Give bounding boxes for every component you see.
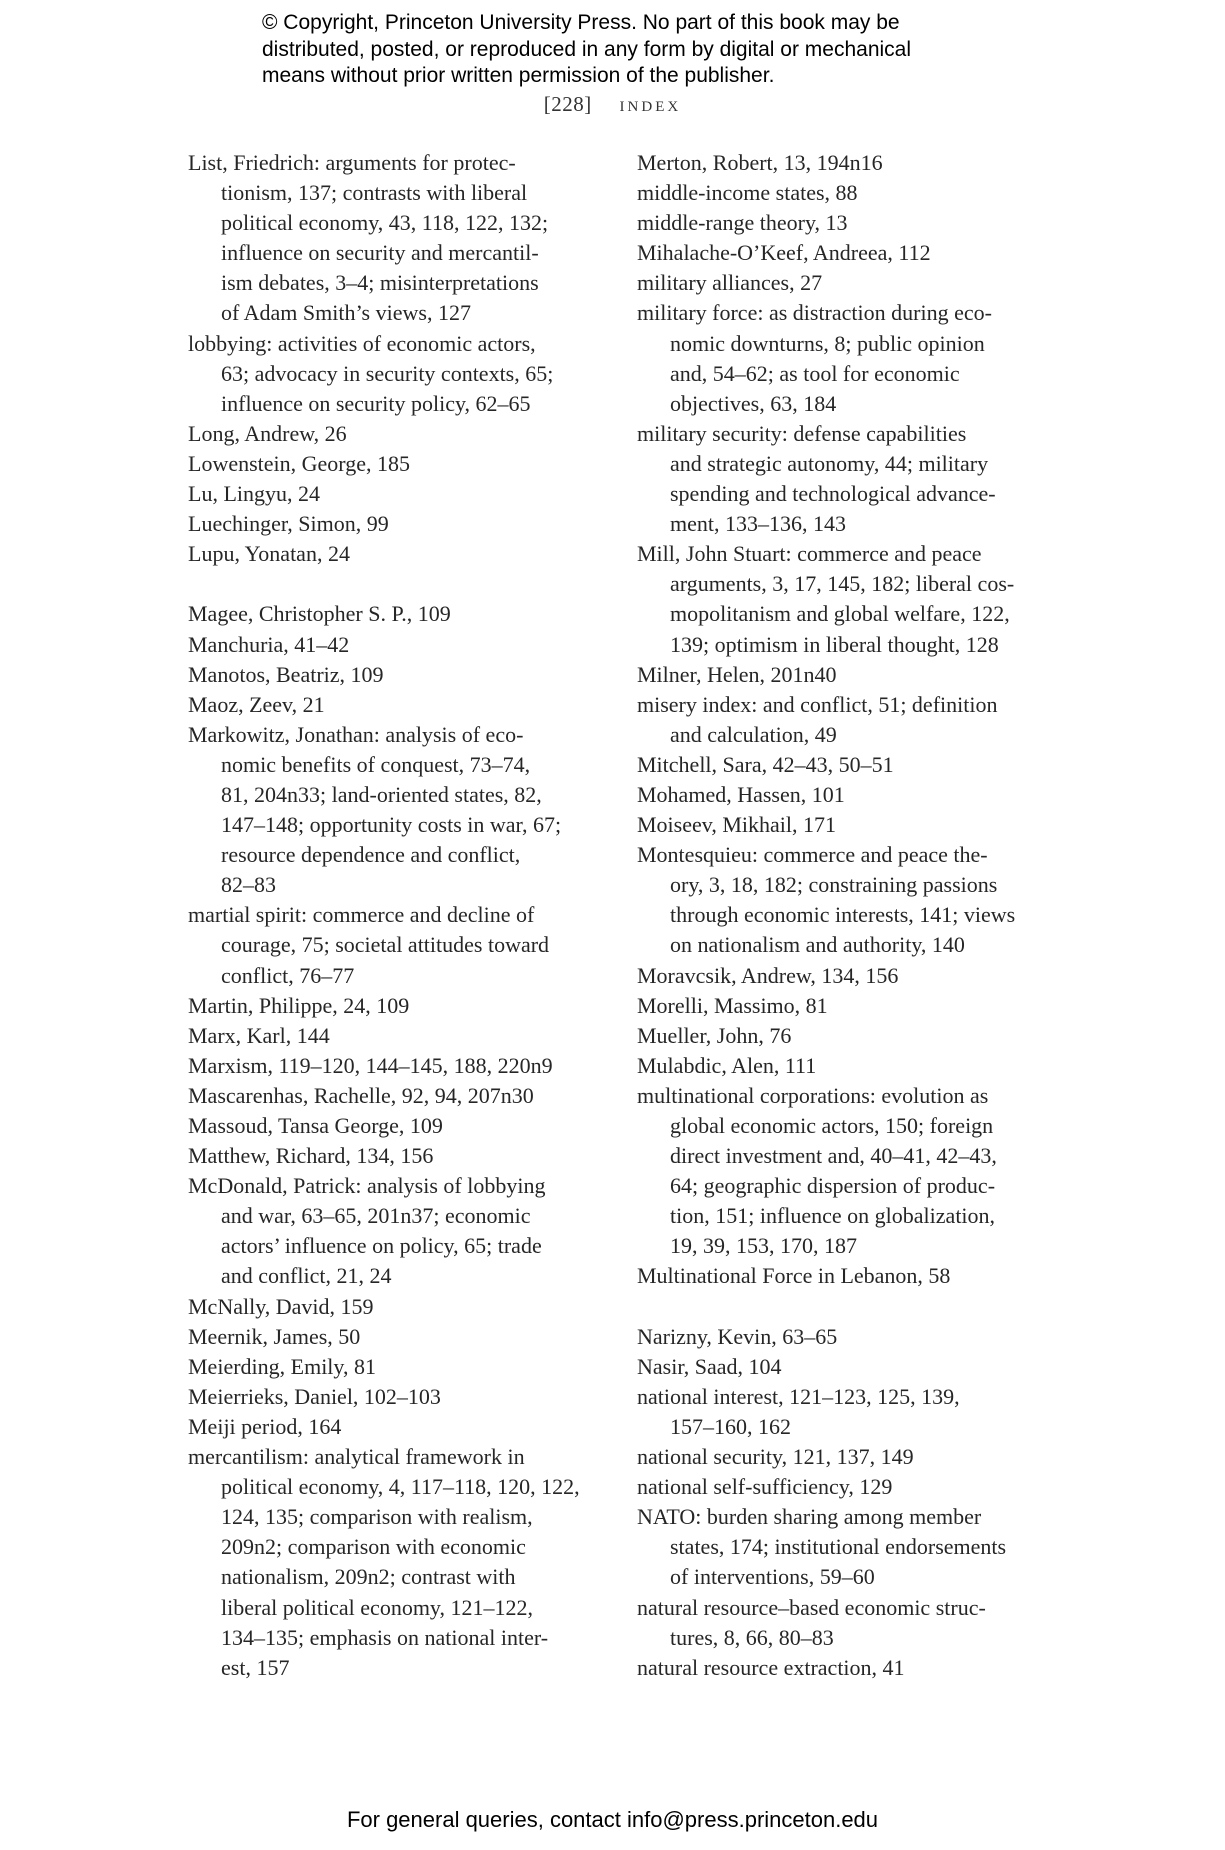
index-entry (188, 329, 588, 419)
index-entry (188, 1382, 588, 1412)
index-entry-line: Marx, Karl, 144 (188, 1022, 330, 1048)
index-entry-line: middle-range theory, 13 (637, 210, 848, 236)
index-entry-line: military alliances, 27 (637, 270, 823, 296)
index-entry (188, 900, 588, 990)
page-header (0, 92, 1225, 117)
index-entry-continuation: 81, 204n33; land-oriented states, 82, (221, 781, 542, 807)
index-entry-line: Mitchell, Sara, 42–43, 50–51 (637, 751, 894, 777)
index-entry-continuation: tionism, 137; contrasts with liberal (221, 180, 528, 206)
index-entry-continuation: nomic benefits of conquest, 73–74, (221, 751, 531, 777)
index-entry-line: lobbying: activities of economic actors, (188, 330, 536, 356)
index-entry-continuation: and strategic autonomy, 44; military (670, 450, 989, 476)
index-entry-continuation: 209n2; comparison with economic (221, 1534, 526, 1560)
index-entry (637, 178, 1037, 208)
index-entry-line: Morelli, Massimo, 81 (637, 992, 828, 1018)
index-entry-line: military force: as distraction during eco- (637, 300, 992, 326)
index-entry-continuation: est, 157 (221, 1654, 290, 1680)
index-entry-continuation: on nationalism and authority, 140 (670, 932, 965, 958)
index-entry-line: military security: defense capabilities (637, 420, 967, 446)
index-entry-continuation: and war, 63–65, 201n37; economic (221, 1203, 531, 1229)
index-entry (188, 630, 588, 660)
index-entry (188, 419, 588, 449)
index-entry-continuation: and conflict, 21, 24 (221, 1263, 392, 1289)
index-entry (188, 599, 588, 629)
index-entry-continuation: 134–135; emphasis on national inter- (221, 1624, 549, 1650)
index-entry-line: national self-sufficiency, 129 (637, 1474, 893, 1500)
index-entry (637, 1322, 1037, 1352)
index-entry (188, 1141, 588, 1171)
index-entry (188, 1051, 588, 1081)
index-entry (637, 419, 1037, 539)
index-entry-continuation: political economy, 43, 118, 122, 132; (221, 210, 549, 236)
index-entry-line: Mascarenhas, Rachelle, 92, 94, 207n30 (188, 1082, 534, 1108)
index-entry-line: Maoz, Zeev, 21 (188, 691, 325, 717)
index-entry-line: mercantilism: analytical framework in (188, 1444, 525, 1470)
index-entry (188, 1081, 588, 1111)
index-entry-continuation: and calculation, 49 (670, 721, 837, 747)
index-entry (637, 750, 1037, 780)
index-entry (188, 479, 588, 509)
index-entry-line: Lu, Lingyu, 24 (188, 481, 320, 507)
index-entry-continuation: and, 54–62; as tool for economic (670, 360, 960, 386)
letter-group-spacer (637, 1292, 1037, 1322)
index-entry (188, 1412, 588, 1442)
index-entry (637, 991, 1037, 1021)
index-entry (188, 1352, 588, 1382)
index-entry-continuation: direct investment and, 40–41, 42–43, (670, 1143, 997, 1169)
index-entry (188, 1111, 588, 1141)
page-number: [228] (543, 92, 592, 116)
index-entry-continuation: 124, 135; comparison with realism, (221, 1504, 533, 1530)
index-entry-continuation: tion, 151; influence on globalization, (670, 1203, 996, 1229)
index-entry-continuation: nomic downturns, 8; public opinion (670, 330, 985, 356)
index-entry (188, 1322, 588, 1352)
index-entry-line: Moravcsik, Andrew, 134, 156 (637, 962, 899, 988)
index-entry-line: national security, 121, 137, 149 (637, 1444, 914, 1470)
index-entry-line: Mulabdic, Alen, 111 (637, 1052, 817, 1078)
index-entry-continuation: liberal political economy, 121–122, (221, 1594, 533, 1620)
index-entry-line: Narizny, Kevin, 63–65 (637, 1323, 838, 1349)
index-entry (637, 1081, 1037, 1262)
index-entry-line: Meierrieks, Daniel, 102–103 (188, 1383, 441, 1409)
index-entry (188, 690, 588, 720)
index-entry (637, 1261, 1037, 1291)
index-entry-continuation: spending and technological advance- (670, 481, 996, 507)
index-entry-continuation: ory, 3, 18, 182; constraining passions (670, 872, 998, 898)
index-entry (188, 1292, 588, 1322)
index-entry-line: Mihalache-O’Keef, Andreea, 112 (637, 240, 931, 266)
index-entry-continuation: resource dependence and conflict, (221, 842, 521, 868)
index-entry-line: Meiji period, 164 (188, 1413, 342, 1439)
copyright-line: © Copyright, Princeton University Press. No part of this book may be (262, 11, 900, 34)
index-entry-continuation: 147–148; opportunity costs in war, 67; (221, 812, 562, 838)
index-entry-line: Moiseev, Mikhail, 171 (637, 812, 836, 838)
index-entry-line: Matthew, Richard, 134, 156 (188, 1143, 434, 1169)
index-entry-continuation: influence on security policy, 62–65 (221, 390, 531, 416)
index-entry-line: multinational corporations: evolution as (637, 1082, 989, 1108)
index-entry (637, 1021, 1037, 1051)
index-entry (637, 539, 1037, 659)
index-entry (637, 1352, 1037, 1382)
index-entry-continuation: 82–83 (221, 872, 276, 898)
index-column-left (188, 148, 588, 1683)
index-entry-line: Manchuria, 41–42 (188, 631, 350, 657)
index-entry-line: NATO: burden sharing among member (637, 1504, 982, 1530)
index-entry-line: Mueller, John, 76 (637, 1022, 792, 1048)
index-entry-line: Milner, Helen, 201n40 (637, 661, 837, 687)
index-entry-line: Mohamed, Hassen, 101 (637, 781, 845, 807)
index-entry (637, 690, 1037, 750)
index-entry (637, 268, 1037, 298)
index-entry (188, 148, 588, 329)
index-entry (188, 539, 588, 569)
copyright-notice (262, 10, 1022, 90)
index-entry (637, 780, 1037, 810)
index-entry-continuation: global economic actors, 150; foreign (670, 1113, 994, 1138)
index-entry (637, 298, 1037, 418)
index-entry-line: natural resource–based economic struc- (637, 1594, 986, 1620)
index-entry (188, 1021, 588, 1051)
index-entry-line: martial spirit: commerce and decline of (188, 902, 535, 928)
index-entry-line: natural resource extraction, 41 (637, 1654, 905, 1680)
index-entry (637, 1502, 1037, 1592)
index-entry-line: misery index: and conflict, 51; definition (637, 691, 998, 717)
index-entry-continuation: conflict, 76–77 (221, 962, 355, 988)
index-entry-continuation: of Adam Smith’s views, 127 (221, 300, 471, 326)
index-entry-continuation: tures, 8, 66, 80–83 (670, 1624, 834, 1650)
index-entry-continuation: actors’ influence on policy, 65; trade (221, 1233, 542, 1259)
index-entry (637, 1653, 1037, 1683)
index-entry (637, 810, 1037, 840)
copyright-line: distributed, posted, or reproduced in any form by digital or mechanical (262, 37, 912, 61)
index-entry-continuation: courage, 75; societal attitudes toward (221, 932, 550, 958)
index-entry (637, 1382, 1037, 1442)
index-entry-line: Nasir, Saad, 104 (637, 1353, 782, 1379)
index-entry (637, 1472, 1037, 1502)
index-entry-line: Merton, Robert, 13, 194n16 (637, 150, 883, 175)
index-entry-line: Lupu, Yonatan, 24 (188, 541, 350, 567)
index-entry-line: Manotos, Beatriz, 109 (188, 661, 384, 687)
index-entry-continuation: ment, 133–136, 143 (670, 511, 846, 537)
index-entry-continuation: objectives, 63, 184 (670, 390, 837, 416)
index-entry-line: Mill, John Stuart: commerce and peace (637, 541, 982, 567)
index-entry-continuation: 63; advocacy in security contexts, 65; (221, 360, 554, 386)
index-entry (637, 208, 1037, 238)
index-entry-line: McNally, David, 159 (188, 1293, 374, 1319)
index-entry-line: Montesquieu: commerce and peace the- (637, 842, 988, 868)
index-entry (637, 961, 1037, 991)
index-entry-continuation: 19, 39, 153, 170, 187 (670, 1233, 857, 1259)
index-entry (637, 840, 1037, 960)
index-entry (637, 660, 1037, 690)
index-entry (188, 1171, 588, 1291)
index-entry-line: Marxism, 119–120, 144–145, 188, 220n9 (188, 1052, 553, 1078)
index-entry-line: Luechinger, Simon, 99 (188, 511, 389, 537)
index-entry-continuation: 139; optimism in liberal thought, 128 (670, 631, 999, 657)
index-entry-line: Long, Andrew, 26 (188, 420, 347, 446)
index-entry-continuation: political economy, 4, 117–118, 120, 122, (221, 1474, 580, 1500)
index-entry (637, 1442, 1037, 1472)
index-entry-continuation: influence on security and mercantil- (221, 240, 539, 266)
index-entry-line: Meierding, Emily, 81 (188, 1353, 376, 1379)
index-entry-continuation: 157–160, 162 (670, 1413, 791, 1439)
index-entry-line: national interest, 121–123, 125, 139, (637, 1383, 960, 1409)
index-entry-line: Martin, Philippe, 24, 109 (188, 992, 410, 1018)
index-entry-line: Lowenstein, George, 185 (188, 450, 410, 476)
index-entry (188, 660, 588, 690)
index-entry (188, 1442, 588, 1683)
index-entry (637, 1593, 1037, 1653)
index-entry-continuation: ism debates, 3–4; misinterpretations (221, 270, 539, 296)
index-entry-line: Massoud, Tansa George, 109 (188, 1113, 443, 1138)
page-footer: For general queries, contact info@press.princeton.edu (346, 1807, 879, 1832)
index-entry-line: Multinational Force in Lebanon, 58 (637, 1263, 951, 1289)
index-entry-continuation: of interventions, 59–60 (670, 1564, 875, 1590)
index-entry (637, 1051, 1037, 1081)
index-entry (188, 720, 588, 901)
index-entry-continuation: nationalism, 209n2; contrast with (221, 1564, 516, 1590)
index-entry-line: Magee, Christopher S. P., 109 (188, 601, 451, 627)
index-entry-line: Meernik, James, 50 (188, 1323, 361, 1349)
index-entry (188, 509, 588, 539)
index-entry (637, 238, 1037, 268)
index-entry-continuation: states, 174; institutional endorsements (670, 1534, 1007, 1560)
letter-group-spacer (188, 569, 588, 599)
index-entry-continuation: mopolitanism and global welfare, 122, (670, 601, 1010, 627)
index-entry-continuation: through economic interests, 141; views (670, 902, 1016, 928)
index-column-right (637, 148, 1037, 1683)
index-entry-continuation: 64; geographic dispersion of produc- (670, 1173, 996, 1199)
index-entry-line: McDonald, Patrick: analysis of lobbying (188, 1173, 546, 1199)
index-entry (188, 449, 588, 479)
copyright-line: means without prior written permission of the publisher. (262, 64, 775, 87)
index-entry-continuation: arguments, 3, 17, 145, 182; liberal cos- (670, 571, 1015, 597)
index-entry (188, 991, 588, 1021)
index-entry-line: middle-income states, 88 (637, 180, 858, 206)
index-entry-line: List, Friedrich: arguments for protec- (188, 150, 516, 175)
running-head: index (619, 92, 682, 116)
index-entry-line: Markowitz, Jonathan: analysis of eco- (188, 721, 524, 747)
index-entry (637, 148, 1037, 178)
